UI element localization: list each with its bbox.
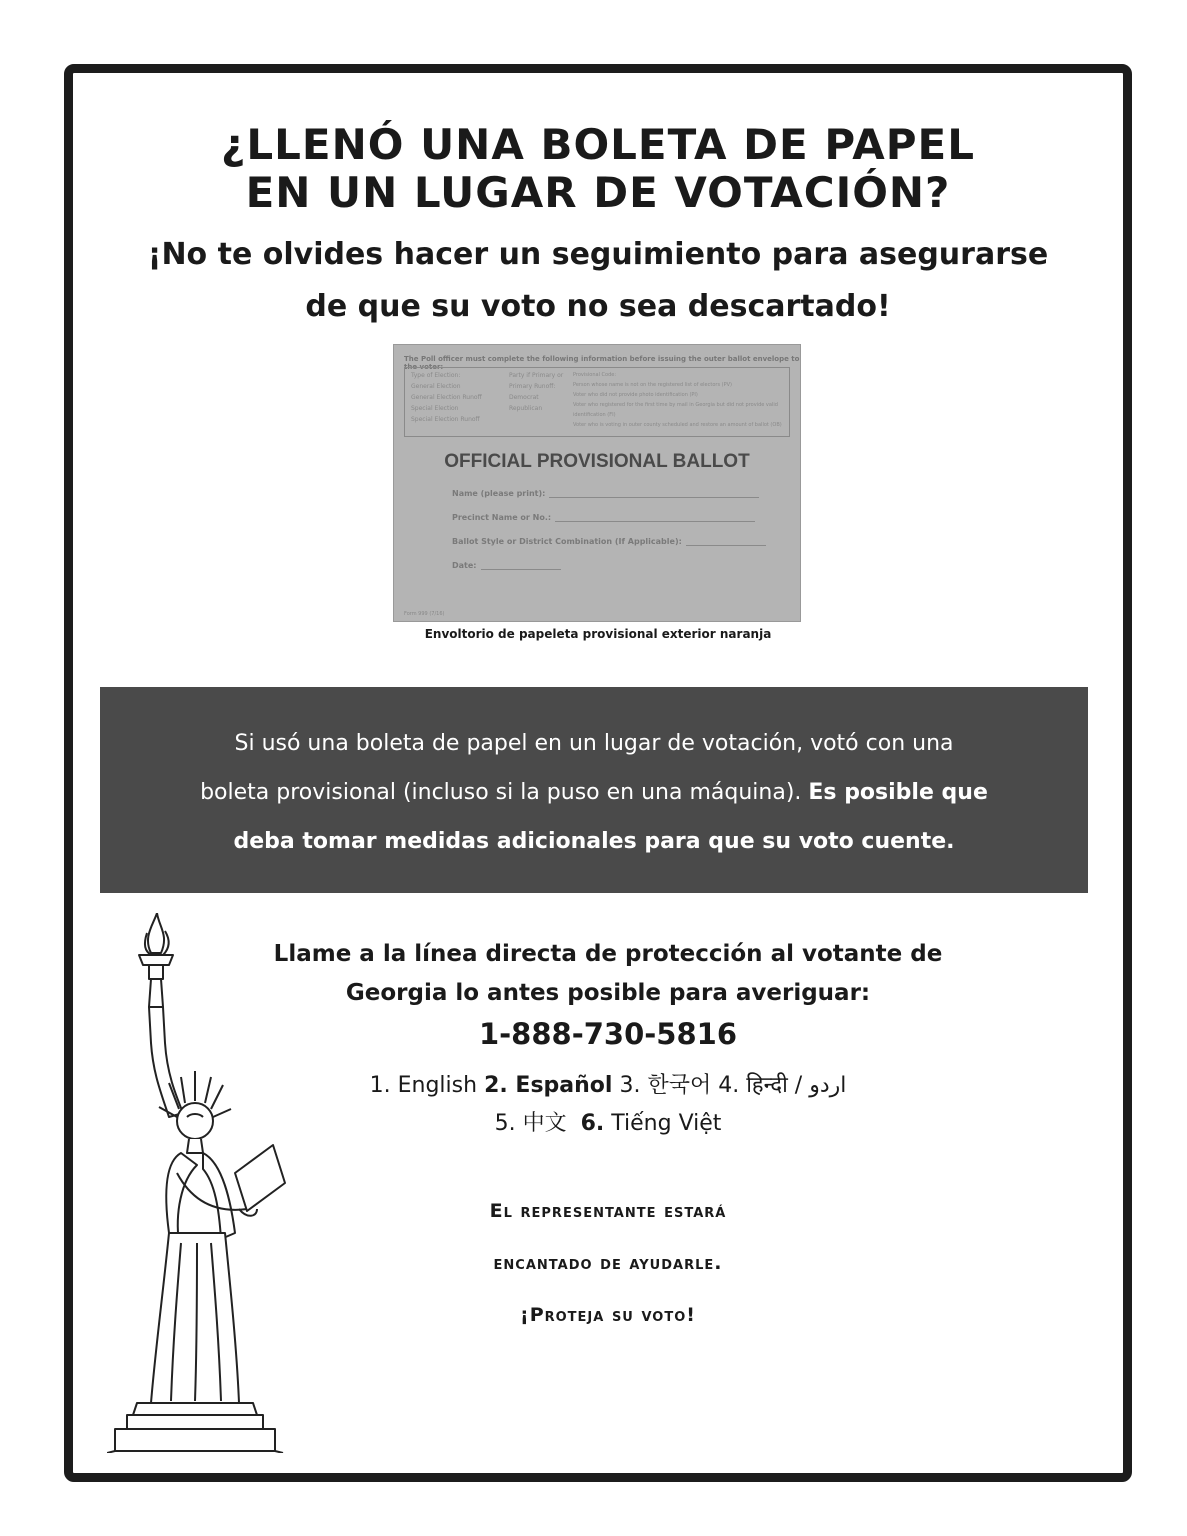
subheadline [73,229,1123,333]
ballot-col-provisional-code: Provisional Code: Person whose name is not on the registered list of electors (PV) Voter who did not provide photo identification (PI) Voter who registered for the first time by mail in Georgia but did not provide valid identification (FI) Voter who is voting in outer county scheduled and restore an amount of ballot (OB) [573,372,782,428]
closing-line-3: ¡Proteja su voto! [520,1304,696,1326]
provisional-notice [100,687,1088,893]
provisional-ballot-photo [393,344,801,622]
language-3: 3. 한국어 [619,1073,712,1098]
hotline-intro [233,935,983,1013]
flyer-frame [64,64,1132,1482]
subheadline-line-2: de que su voto no sea descartado! [305,289,891,324]
ballot-col-party: Party if Primary or Primary Runoff: Democrat Republican [509,372,564,412]
ballot-field-style: Ballot Style or District Combination (If Applicable): [452,537,766,546]
language-options [233,1067,983,1143]
language-4: 4. हिन्दी / اردو [718,1073,847,1098]
ballot-title: OFFICIAL PROVISIONAL BALLOT [444,451,750,472]
hotline-phone-number: 1-888-730-5816 [478,1017,738,1051]
notice-line-1: Si usó una boleta de papel en un lugar de votación, votó con una [234,731,954,756]
ballot-info-box [404,367,790,437]
hotline-intro-line-2: Georgia lo antes posible para averiguar: [345,980,871,1006]
language-1: 1. English [369,1073,478,1098]
notice-emphasis: Es posible que [808,780,988,805]
ballot-caption: Envoltorio de papeleta provisional exterior naranja [424,627,772,641]
headline-line-2: EN UN LUGAR DE VOTACIÓN? [245,168,951,217]
language-5: 5. 中文 [494,1111,567,1136]
language-6: 6. Tiếng Việt [580,1111,722,1136]
ballot-field-name: Name (please print): [452,489,759,498]
closing-message [233,1185,983,1341]
headline-line-1: ¿LLENÓ UNA BOLETA DE PAPEL [221,120,975,169]
ballot-field-date: Date: [452,561,561,570]
ballot-col-election-type: Type of Election: General Election General Election Runoff Special Election Special Election Runoff [411,372,482,423]
ballot-header: The Poll officer must complete the following information before issuing the outer ballot envelope to the voter: [404,355,800,371]
language-2: 2. Español [484,1073,613,1098]
ballot-footer: Form 999 (7/16) [404,611,445,617]
subheadline-line-1: ¡No te olvides hacer un seguimiento para asegurarse [147,237,1049,272]
headline [73,121,1123,217]
notice-line-2: boleta provisional (incluso si la puso en una máquina). Es posible que [200,780,988,805]
closing-line-2: encantado de ayudarle. [493,1252,723,1274]
ballot-field-precinct: Precinct Name or No.: [452,513,755,522]
hotline-intro-line-1: Llame a la línea directa de protección al votante de [273,941,943,967]
notice-line-3: deba tomar medidas adicionales para que su voto cuente. [233,829,955,854]
closing-line-1: El representante estará [489,1200,727,1222]
